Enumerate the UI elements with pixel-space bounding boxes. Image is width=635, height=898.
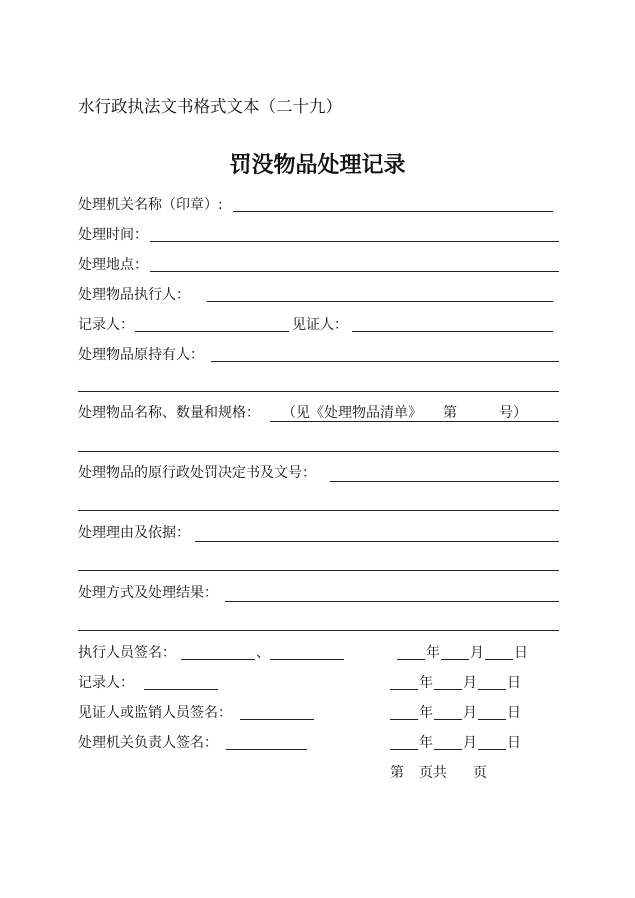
place-field[interactable] <box>150 271 559 272</box>
day-label: 日 <box>514 645 528 661</box>
year-field[interactable] <box>390 749 418 750</box>
executor-label: 处理物品执行人： <box>78 287 190 303</box>
separator: 、 <box>256 645 270 661</box>
month-field[interactable] <box>434 689 462 690</box>
exec-sign-field-2[interactable] <box>270 659 344 660</box>
reason-field-line2[interactable] <box>78 570 559 571</box>
witness-label: 见证人： <box>292 317 348 333</box>
day-label: 日 <box>507 735 521 751</box>
items-label: 处理物品名称、数量和规格： <box>78 405 260 421</box>
agency-label: 处理机关名称（印章）: <box>78 197 223 213</box>
month-label: 月 <box>463 675 477 691</box>
owner-field[interactable] <box>211 361 559 362</box>
method-field-line2[interactable] <box>78 630 559 631</box>
witness-field[interactable] <box>352 331 553 332</box>
items-value: （见《处理物品清单》 第 号） <box>282 405 527 421</box>
method-label: 处理方式及处理结果： <box>78 585 218 601</box>
exec-sign-label: 执行人员签名： <box>78 645 176 661</box>
day-field[interactable] <box>478 749 506 750</box>
page-title: 罚没物品处理记录 <box>229 153 406 178</box>
place-label: 处理地点： <box>78 257 148 273</box>
page-number-di: 第 <box>390 765 404 781</box>
day-label: 日 <box>507 705 521 721</box>
year-label: 年 <box>426 645 440 661</box>
day-field[interactable] <box>478 719 506 720</box>
items-field-line2[interactable] <box>78 451 559 452</box>
page-number-ye: 页 <box>473 765 487 781</box>
year-field[interactable] <box>390 719 418 720</box>
exec-sign-field-1[interactable] <box>181 659 255 660</box>
recorder-sign-field[interactable] <box>144 689 218 690</box>
recorder-field[interactable] <box>135 331 289 332</box>
head-sign-label: 处理机关负责人签名： <box>78 735 218 751</box>
decision-field[interactable] <box>330 481 559 482</box>
reason-label: 处理理由及依据： <box>78 525 190 541</box>
month-field[interactable] <box>434 719 462 720</box>
year-field[interactable] <box>397 659 425 660</box>
month-label: 月 <box>470 645 484 661</box>
owner-label: 处理物品原持有人： <box>78 347 204 363</box>
month-label: 月 <box>463 735 477 751</box>
decision-field-line2[interactable] <box>78 510 559 511</box>
month-field[interactable] <box>434 749 462 750</box>
day-field[interactable] <box>485 659 513 660</box>
day-field[interactable] <box>478 689 506 690</box>
reason-field[interactable] <box>195 541 559 542</box>
time-label: 处理时间： <box>78 227 148 243</box>
year-label: 年 <box>419 735 433 751</box>
month-label: 月 <box>463 705 477 721</box>
document-header: 水行政执法文书格式文本（二十九） <box>78 97 342 116</box>
page-number-ye-gong: 页共 <box>419 765 447 781</box>
recorder-label: 记录人： <box>78 317 134 333</box>
day-label: 日 <box>507 675 521 691</box>
agency-field[interactable] <box>233 211 553 212</box>
month-field[interactable] <box>441 659 469 660</box>
method-field[interactable] <box>225 601 559 602</box>
witness-sign-field[interactable] <box>240 719 314 720</box>
year-label: 年 <box>419 675 433 691</box>
time-field[interactable] <box>150 241 559 242</box>
decision-label: 处理物品的原行政处罚决定书及文号： <box>78 465 316 481</box>
recorder-sign-label: 记录人： <box>78 675 134 691</box>
items-field[interactable] <box>270 421 559 422</box>
owner-field-line2[interactable] <box>78 391 559 392</box>
year-field[interactable] <box>390 689 418 690</box>
executor-field[interactable] <box>207 301 553 302</box>
head-sign-field[interactable] <box>226 749 307 750</box>
witness-sign-label: 见证人或监销人员签名： <box>78 705 232 721</box>
year-label: 年 <box>419 705 433 721</box>
